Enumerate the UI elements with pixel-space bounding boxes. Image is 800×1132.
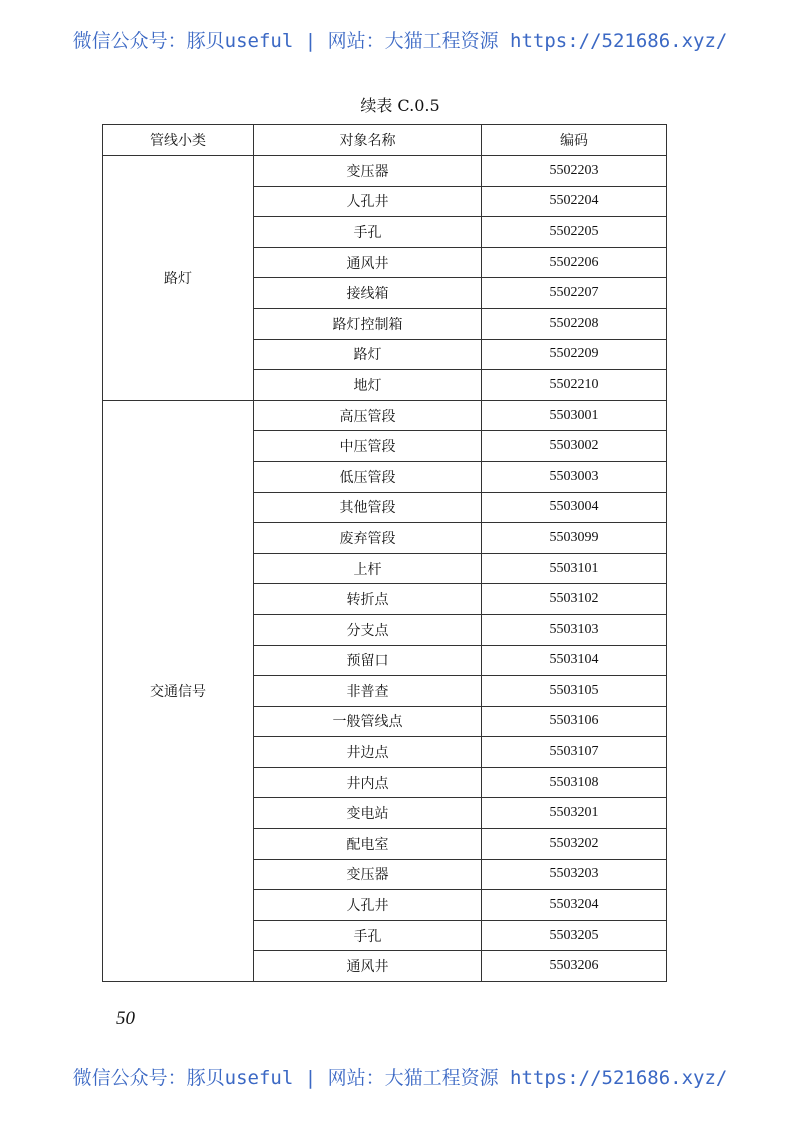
object-name-cell: 废弃管段 — [254, 523, 482, 554]
code-cell: 5503106 — [482, 706, 667, 737]
code-cell: 5503103 — [482, 614, 667, 645]
object-name-cell: 井内点 — [254, 767, 482, 798]
object-name-cell: 变压器 — [254, 859, 482, 890]
header-code: 编码 — [482, 125, 667, 156]
page-number: 50 — [116, 1008, 135, 1029]
object-name-cell: 手孔 — [254, 217, 482, 248]
code-cell: 5503201 — [482, 798, 667, 829]
watermark-top: 微信公众号：豚贝useful | 网站：大猫工程资源 https://521686.xyz/ — [72, 30, 728, 52]
object-name-cell: 变压器 — [254, 156, 482, 187]
category-cell: 交通信号 — [103, 400, 254, 981]
code-cell: 5503004 — [482, 492, 667, 523]
table-row — [103, 156, 667, 187]
code-cell: 5503099 — [482, 523, 667, 554]
object-name-cell: 人孔井 — [254, 186, 482, 217]
code-cell: 5503104 — [482, 645, 667, 676]
header-object-name: 对象名称 — [254, 125, 482, 156]
code-cell: 5503205 — [482, 920, 667, 951]
code-cell: 5502208 — [482, 308, 667, 339]
table-caption: 续表 C.0.5 — [360, 96, 440, 115]
code-cell: 5502205 — [482, 217, 667, 248]
watermark-bottom: 微信公众号：豚贝useful | 网站：大猫工程资源 https://521686.xyz/ — [72, 1067, 728, 1089]
object-name-cell: 其他管段 — [254, 492, 482, 523]
code-cell: 5503202 — [482, 829, 667, 860]
code-cell: 5503001 — [482, 400, 667, 431]
code-cell: 5502209 — [482, 339, 667, 370]
object-name-cell: 高压管段 — [254, 400, 482, 431]
code-table — [102, 124, 667, 982]
object-name-cell: 变电站 — [254, 798, 482, 829]
object-name-cell: 接线箱 — [254, 278, 482, 309]
code-cell: 5503206 — [482, 951, 667, 982]
code-cell: 5503101 — [482, 553, 667, 584]
category-cell: 路灯 — [103, 156, 254, 401]
code-cell: 5503105 — [482, 676, 667, 707]
object-name-cell: 预留口 — [254, 645, 482, 676]
object-name-cell: 通风井 — [254, 951, 482, 982]
object-name-cell: 分支点 — [254, 614, 482, 645]
code-cell: 5503002 — [482, 431, 667, 462]
object-name-cell: 非普查 — [254, 676, 482, 707]
header-category: 管线小类 — [103, 125, 254, 156]
code-cell: 5502206 — [482, 247, 667, 278]
object-name-cell: 通风井 — [254, 247, 482, 278]
table-body — [103, 156, 667, 982]
code-cell: 5503203 — [482, 859, 667, 890]
code-cell: 5503003 — [482, 461, 667, 492]
object-name-cell: 地灯 — [254, 370, 482, 401]
code-cell: 5502203 — [482, 156, 667, 187]
code-cell: 5502210 — [482, 370, 667, 401]
code-cell: 5503102 — [482, 584, 667, 615]
object-name-cell: 人孔井 — [254, 890, 482, 921]
code-cell: 5503107 — [482, 737, 667, 768]
object-name-cell: 一般管线点 — [254, 706, 482, 737]
object-name-cell: 手孔 — [254, 920, 482, 951]
code-cell: 5502204 — [482, 186, 667, 217]
object-name-cell: 中压管段 — [254, 431, 482, 462]
object-name-cell: 上杆 — [254, 553, 482, 584]
object-name-cell: 配电室 — [254, 829, 482, 860]
object-name-cell: 低压管段 — [254, 461, 482, 492]
object-name-cell: 路灯 — [254, 339, 482, 370]
code-cell: 5502207 — [482, 278, 667, 309]
code-cell: 5503108 — [482, 767, 667, 798]
object-name-cell: 路灯控制箱 — [254, 308, 482, 339]
table-row — [103, 400, 667, 431]
object-name-cell: 井边点 — [254, 737, 482, 768]
code-cell: 5503204 — [482, 890, 667, 921]
table-header-row — [103, 125, 667, 156]
object-name-cell: 转折点 — [254, 584, 482, 615]
